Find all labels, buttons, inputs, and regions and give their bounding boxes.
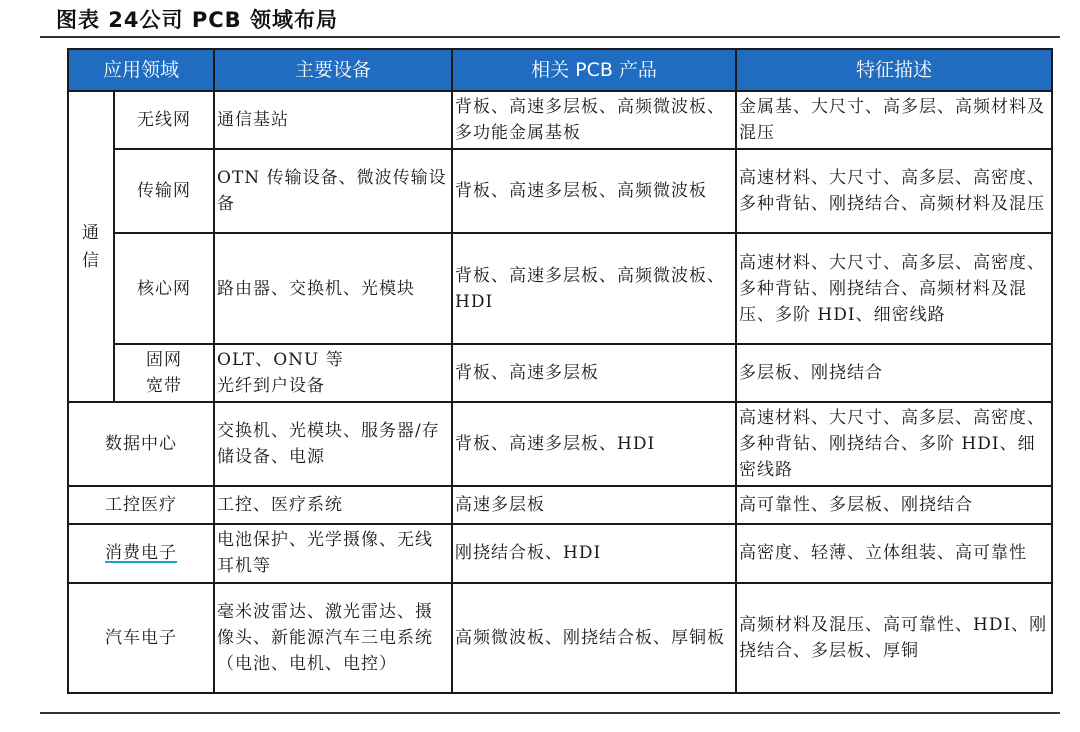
equipment-cell: 路由器、交换机、光模块 xyxy=(214,233,452,343)
equipment-cell: 毫米波雷达、激光雷达、摄像头、新能源汽车三电系统（电池、电机、电控） xyxy=(214,583,452,693)
products-cell: 背板、高速多层板 xyxy=(452,344,736,402)
products-cell: 背板、高速多层板、高频微波板、多功能金属基板 xyxy=(452,91,736,149)
equipment-cell: 工控、医疗系统 xyxy=(214,486,452,524)
equipment-line: OLT、ONU 等 xyxy=(217,349,344,370)
products-cell: 高速多层板 xyxy=(452,486,736,524)
figure-title: 图表 24公司 PCB 领域布局 xyxy=(56,8,338,32)
subdomain-line: 固网 xyxy=(146,349,182,370)
header-equipment: 主要设备 xyxy=(214,49,452,91)
equipment-cell: 交换机、光模块、服务器/存储设备、电源 xyxy=(214,402,452,486)
subdomain-cell: 核心网 xyxy=(114,233,214,343)
table-row xyxy=(68,583,1052,693)
features-cell: 高速材料、大尺寸、高多层、高密度、多种背钻、刚挠结合、高频材料及混压、多阶 HDI、细密线路 xyxy=(736,233,1052,343)
products-cell: 背板、高速多层板、高频微波板 xyxy=(452,149,736,233)
table-row xyxy=(68,91,1052,149)
products-cell: 背板、高速多层板、HDI xyxy=(452,402,736,486)
equipment-cell xyxy=(214,344,452,402)
features-cell: 多层板、刚挠结合 xyxy=(736,344,1052,402)
features-cell: 高速材料、大尺寸、高多层、高密度、多种背钻、刚挠结合、多阶 HDI、细密线路 xyxy=(736,402,1052,486)
subdomain-cell xyxy=(114,344,214,402)
table-row xyxy=(68,486,1052,524)
domain-cell: 汽车电子 xyxy=(68,583,214,693)
group-cell-communication xyxy=(68,91,114,402)
subdomain-cell: 无线网 xyxy=(114,91,214,149)
table-row xyxy=(68,344,1052,402)
products-cell: 高频微波板、刚挠结合板、厚铜板 xyxy=(452,583,736,693)
subdomain-line: 宽带 xyxy=(146,375,182,396)
table-header-row xyxy=(68,49,1052,91)
domain-cell: 数据中心 xyxy=(68,402,214,486)
table-row xyxy=(68,402,1052,486)
table-row xyxy=(68,233,1052,343)
table-row xyxy=(68,149,1052,233)
features-cell: 高频材料及混压、高可靠性、HDI、刚挠结合、多层板、厚铜 xyxy=(736,583,1052,693)
equipment-cell: 通信基站 xyxy=(214,91,452,149)
subdomain-cell: 传输网 xyxy=(114,149,214,233)
products-cell: 背板、高速多层板、高频微波板、HDI xyxy=(452,233,736,343)
group-label: 通信 xyxy=(82,222,100,271)
header-products: 相关 PCB 产品 xyxy=(452,49,736,91)
bottom-rule xyxy=(40,712,1060,714)
equipment-cell: OTN 传输设备、微波传输设备 xyxy=(214,149,452,233)
equipment-cell: 电池保护、光学摄像、无线耳机等 xyxy=(214,524,452,582)
domain-cell: 工控医疗 xyxy=(68,486,214,524)
products-cell: 刚挠结合板、HDI xyxy=(452,524,736,582)
features-cell: 高速材料、大尺寸、高多层、高密度、多种背钻、刚挠结合、高频材料及混压 xyxy=(736,149,1052,233)
header-features: 特征描述 xyxy=(736,49,1052,91)
domain-cell xyxy=(68,524,214,582)
domain-label-link[interactable]: 消费电子 xyxy=(105,543,177,564)
header-application: 应用领域 xyxy=(68,49,214,91)
features-cell: 高可靠性、多层板、刚挠结合 xyxy=(736,486,1052,524)
features-cell: 金属基、大尺寸、高多层、高频材料及混压 xyxy=(736,91,1052,149)
pcb-layout-table xyxy=(67,48,1053,694)
table-row xyxy=(68,524,1052,582)
top-rule xyxy=(40,36,1060,38)
features-cell: 高密度、轻薄、立体组装、高可靠性 xyxy=(736,524,1052,582)
equipment-line: 光纤到户设备 xyxy=(217,375,326,396)
